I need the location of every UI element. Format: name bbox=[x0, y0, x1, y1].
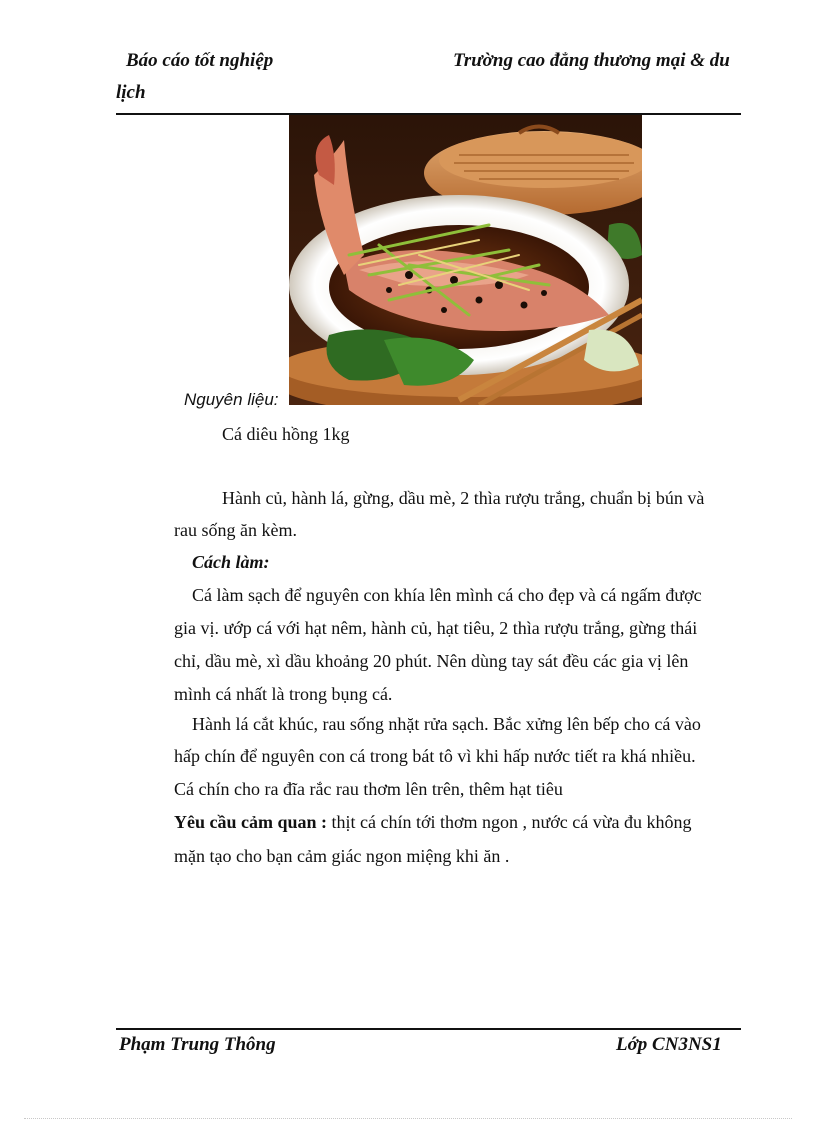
method-p1-line-4: mình cá nhất là trong bụng cá. bbox=[174, 684, 393, 704]
steamed-fish-photo bbox=[289, 115, 642, 405]
requirement-line-1 bbox=[174, 812, 692, 833]
method-p1-line-1: Cá làm sạch để nguyên con khía lên mình cá cho đẹp và cá ngấm được bbox=[192, 585, 702, 605]
method-heading: Cách làm: bbox=[192, 552, 270, 572]
method-p1-line-2: gia vị. ướp cá với hạt nêm, hành củ, hạt tiêu, 2 thìa rượu trắng, gừng thái bbox=[174, 618, 698, 638]
requirement-label: Yêu cầu cảm quan : bbox=[174, 812, 328, 832]
page-bottom-dotted-border bbox=[24, 1118, 792, 1119]
method-p2-line-1: Hành lá cắt khúc, rau sống nhặt rửa sạch. Bắc xửng lên bếp cho cá vào bbox=[192, 714, 701, 734]
ingredients-line-2: rau sống ăn kèm. bbox=[174, 520, 297, 540]
method-p2-line-3: Cá chín cho ra đĩa rắc rau thơm lên trên, thêm hạt tiêu bbox=[174, 779, 563, 799]
requirement-line-2: mặn tạo cho bạn cảm giác ngon miệng khi ăn . bbox=[174, 846, 510, 866]
header-right-title-wrap: lịch bbox=[116, 82, 146, 103]
footer-author: Phạm Trung Thông bbox=[119, 1034, 276, 1055]
header-left-title: Báo cáo tốt nghiệp bbox=[126, 50, 274, 71]
method-p1-line-3: chỉ, dầu mè, xì dầu khoảng 20 phút. Nên dùng tay sát đều các gia vị lên bbox=[174, 651, 689, 671]
ingredients-line-1: Hành củ, hành lá, gừng, dầu mè, 2 thìa rượu trắng, chuẩn bị bún và bbox=[222, 488, 705, 508]
footer-divider bbox=[116, 1028, 741, 1030]
requirement-text: thịt cá chín tới thơm ngon , nước cá vừa đu không bbox=[327, 812, 692, 832]
ingredients-label: Nguyên liệu: bbox=[184, 390, 279, 409]
ingredient-fish: Cá diêu hồng 1kg bbox=[222, 424, 350, 444]
header-right-title: Trường cao đẳng thương mại & du bbox=[453, 50, 730, 71]
footer-class: Lớp CN3NS1 bbox=[616, 1034, 722, 1055]
method-p2-line-2: hấp chín để nguyên con cá trong bát tô vì khi hấp nước tiết ra khá nhiều. bbox=[174, 746, 696, 766]
